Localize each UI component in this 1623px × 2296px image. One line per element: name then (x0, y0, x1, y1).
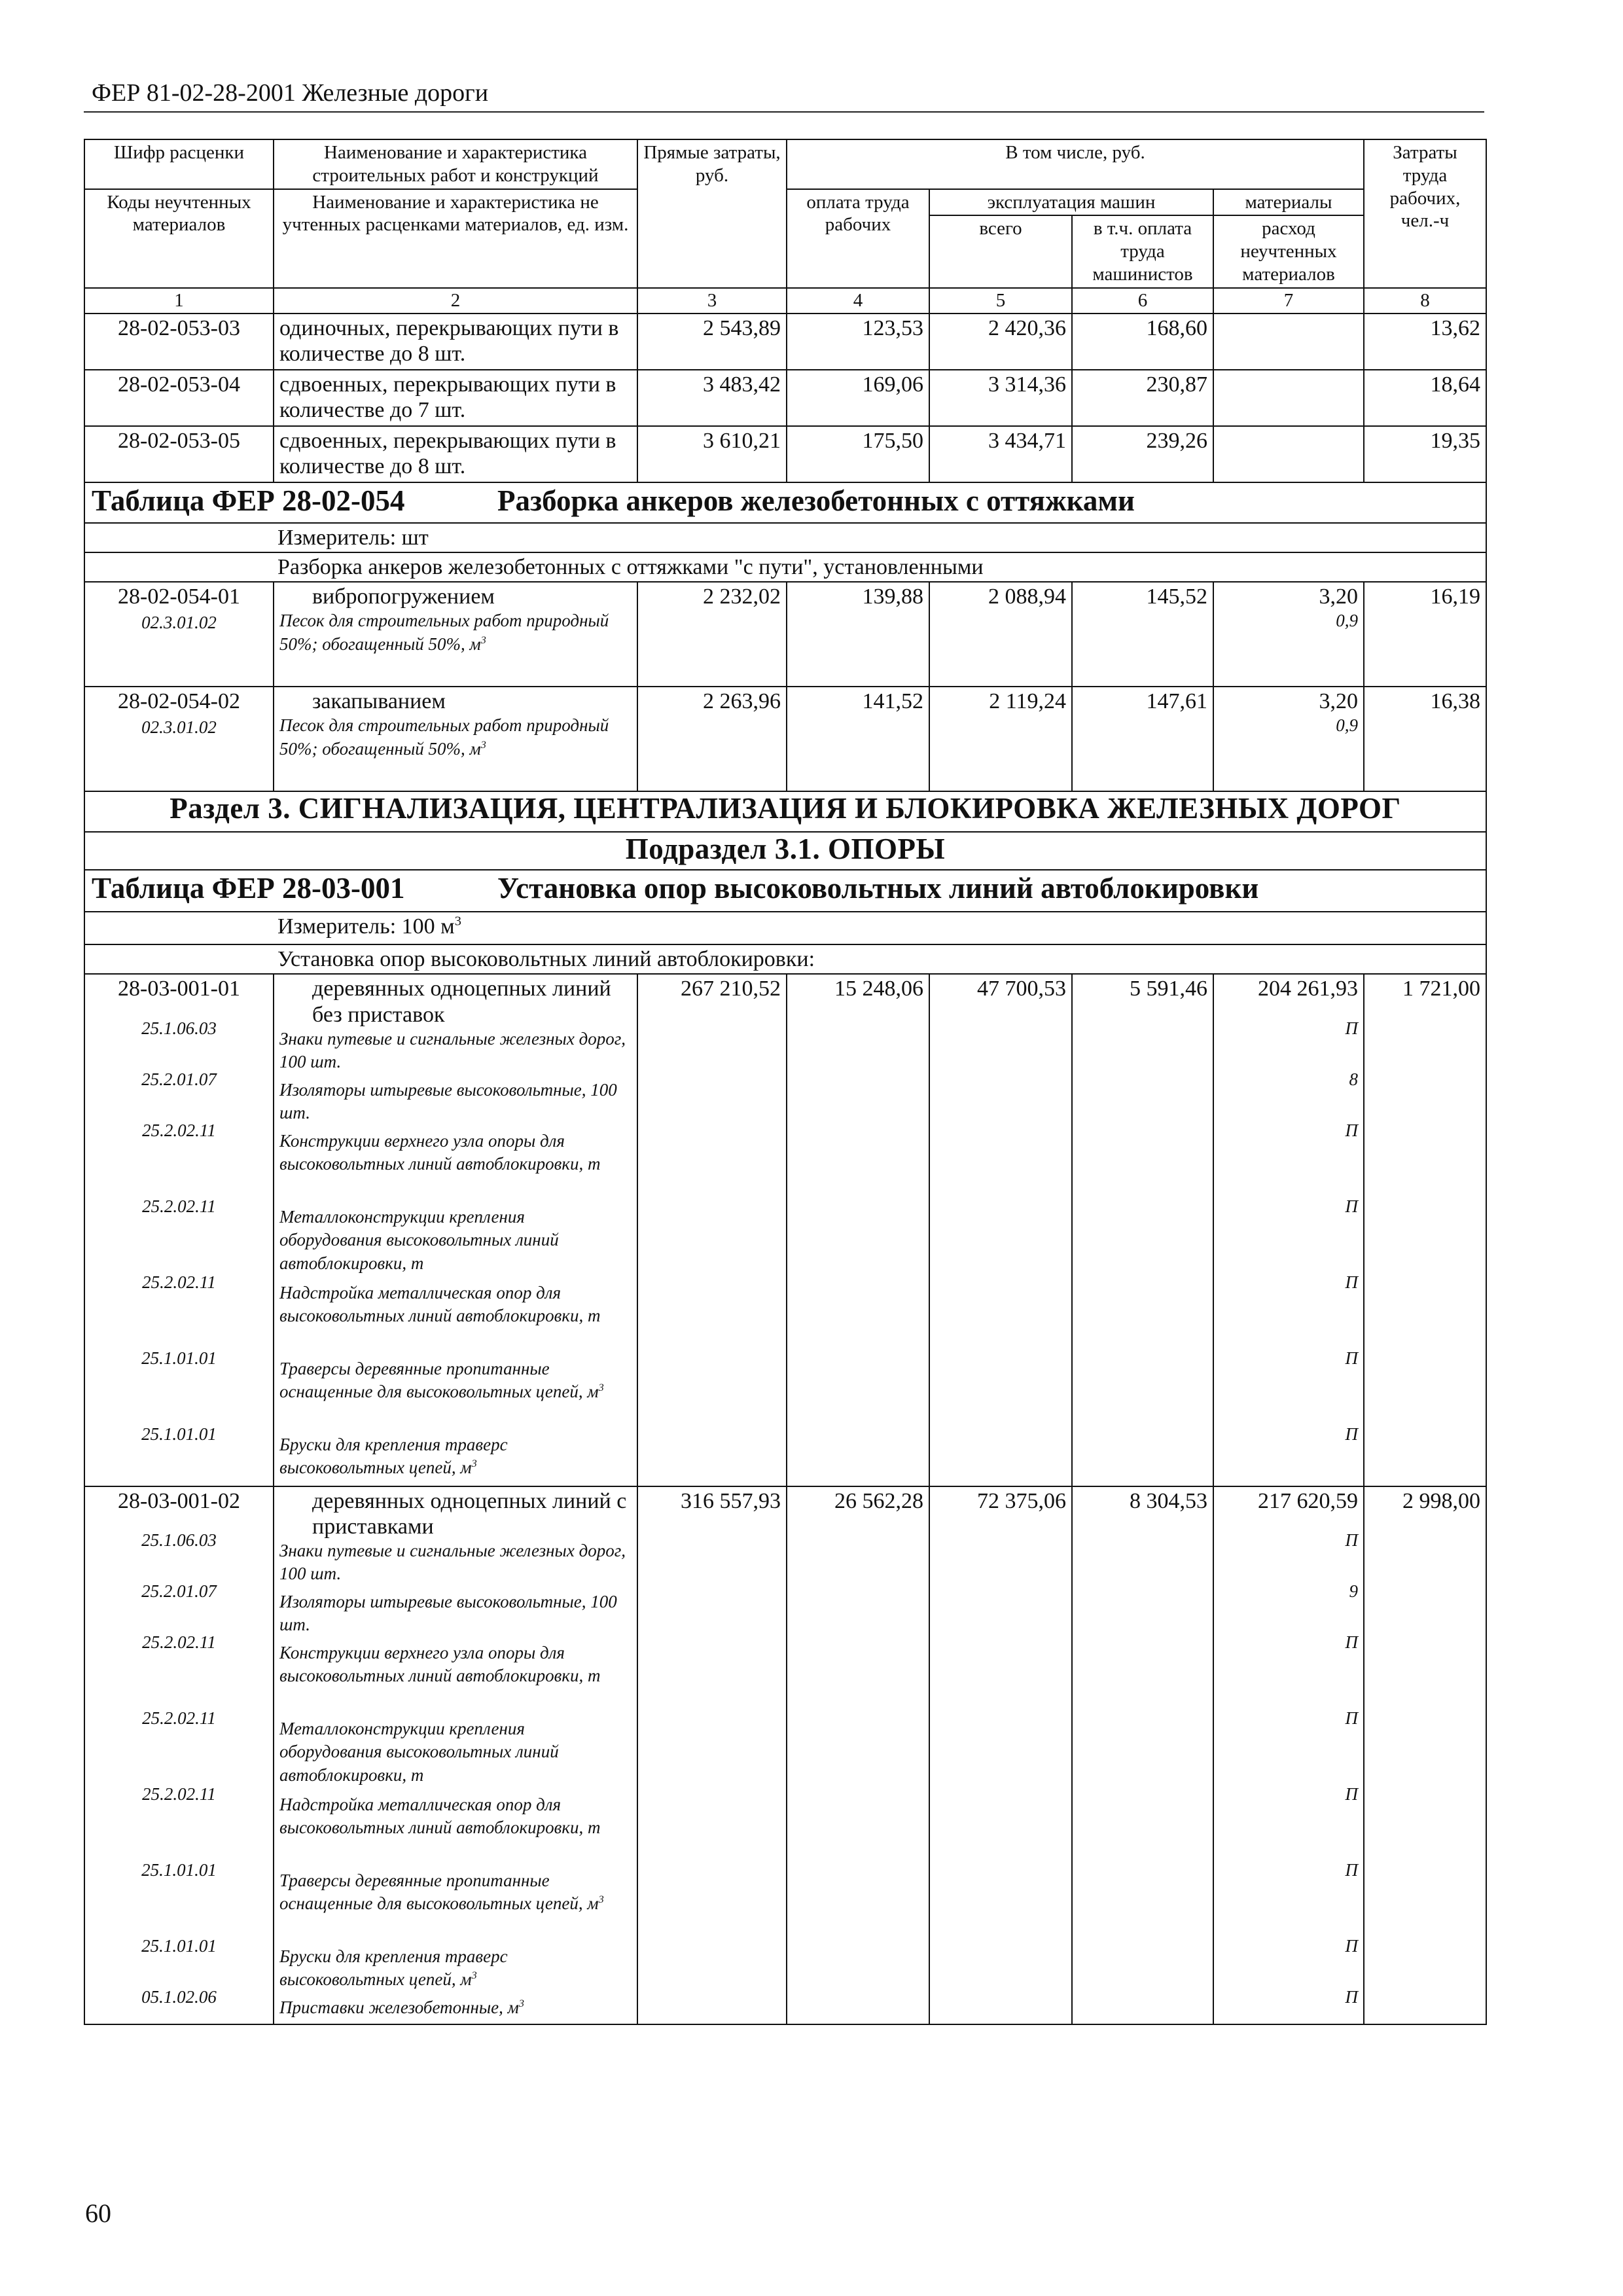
worker-hours: 1 721,00 (1364, 974, 1486, 1486)
direct-cost: 316 557,93 (637, 1486, 787, 2024)
rate-name-cell (274, 582, 637, 687)
material-cost (1213, 370, 1364, 426)
table-subtitle: Установка опор высоковольтных линий автоблокировки: (84, 944, 1486, 974)
material-code: 25.2.01.07 (141, 1581, 217, 1601)
material-name: Изоляторы штыревые высоковольтные, 100 шт. (279, 1591, 617, 1635)
labor-cost: 15 248,06 (787, 974, 929, 1486)
machines-header: эксплуатация машин (929, 189, 1213, 216)
material-qty: П (1345, 1018, 1358, 1038)
table-row (84, 370, 1486, 426)
table-row (84, 974, 1486, 1486)
material-name: Надстройка металлическая опор для высоковольтных линий автоблокировки, т (279, 1282, 601, 1326)
col-number: 1 (84, 288, 274, 314)
worker-hours: 16,38 (1364, 687, 1486, 791)
direct-cost: 267 210,52 (637, 974, 787, 1486)
machine-labor-cost: 5 591,46 (1072, 974, 1213, 1486)
material-name-list (279, 1028, 632, 1484)
labor-cost: 175,50 (787, 426, 929, 482)
direct-cost: 2 232,02 (637, 582, 787, 687)
material-code: 02.3.01.02 (141, 717, 217, 738)
material-cost: 3,20 (1319, 689, 1358, 714)
machine-cost: 2 420,36 (929, 314, 1072, 370)
material-code: 25.2.02.11 (142, 1784, 216, 1804)
material-qty: 0,9 (1336, 715, 1358, 736)
machine-cost: 47 700,53 (929, 974, 1072, 1486)
machine-cost: 2 119,24 (929, 687, 1072, 791)
material-names-header: Наименование и характеристика не учтенных расценками материалов, ед. изм. (274, 189, 637, 288)
col-number: 4 (787, 288, 929, 314)
material-qty: П (1345, 1120, 1358, 1140)
material-qty-list (1219, 1002, 1358, 1472)
material-qty-list (1219, 1514, 1358, 2010)
machine-labor-cost: 147,61 (1072, 687, 1213, 791)
worker-hours: 13,62 (1364, 314, 1486, 370)
table-row (84, 314, 1486, 370)
materials-sub-header: расход неучтенных материалов (1213, 215, 1364, 287)
rate-name: вибропогружением (312, 584, 495, 609)
worker-hours: 2 998,00 (1364, 1486, 1486, 2024)
col-number: 7 (1213, 288, 1364, 314)
rate-name: деревянных одноцепных линий без приставок (312, 977, 611, 1027)
direct-cost: 2 263,96 (637, 687, 787, 791)
table-title (84, 482, 1486, 523)
material-name: Бруски для крепления траверс высоковольтных цепей, $м^3$ (279, 1946, 508, 1990)
labor-cost: 169,06 (787, 370, 929, 426)
machine-labor-cost: 145,52 (1072, 582, 1213, 687)
direct-costs-header: Прямые затраты, руб. (637, 139, 787, 288)
material-name: Траверсы деревянные пропитанные оснащенные для высоковольтных цепей, $м^3$ (279, 1870, 604, 1914)
code-header: Шифр расценки (84, 139, 274, 189)
material-name-list (279, 1539, 632, 2022)
table-number: Таблица ФЕР 28-03-001 (92, 872, 405, 905)
rate-name: сдвоенных, перекрывающих пути в количестве до 7 шт. (274, 370, 637, 426)
material-qty: П (1345, 1632, 1358, 1652)
col-number: 5 (929, 288, 1072, 314)
table-number: Таблица ФЕР 28-02-054 (92, 484, 405, 518)
material-code: 25.1.01.01 (141, 1424, 217, 1444)
workers-hours-header: Затраты труда рабочих, чел.-ч (1364, 139, 1486, 288)
table-title (84, 870, 1486, 912)
measure-unit: Измеритель: 100 $м^3$ (84, 912, 1486, 944)
material-code: 25.2.02.11 (142, 1708, 216, 1728)
material-name: Знаки путевые и сигнальные железных дорог, 100 шт. (279, 1028, 626, 1072)
material-code: 25.2.01.07 (141, 1069, 217, 1089)
material-qty: П (1345, 1348, 1358, 1368)
table-row (84, 687, 1486, 791)
rate-code: 28-02-053-03 (84, 314, 274, 370)
material-code: 05.1.02.06 (141, 1986, 217, 2007)
labor-cost: 141,52 (787, 687, 929, 791)
material-name: Приставки железобетонные, $м^3$ (279, 1997, 524, 2017)
material-cost (1213, 314, 1364, 370)
material-qty: П (1345, 1784, 1358, 1804)
machine-labor-cost: 230,87 (1072, 370, 1213, 426)
material-qty: П (1345, 1196, 1358, 1216)
rate-code-cell (84, 687, 274, 791)
material-codes-header: Коды неучтенных материалов (84, 189, 274, 288)
worker-hours: 18,64 (1364, 370, 1486, 426)
material-name: Конструкции верхнего узла опоры для высоковольтных линий автоблокировки, т (279, 1130, 601, 1174)
table-name: Разборка анкеров железобетонных с оттяжками (497, 484, 1135, 518)
material-name: Песок для строительных работ природный 50%; обогащенный 50%, $м^3$ (279, 611, 609, 655)
material-cost-cell (1213, 974, 1364, 1486)
col-number: 3 (637, 288, 787, 314)
subsection-title: Подраздел 3.1. ОПОРЫ (84, 832, 1486, 870)
material-qty: П (1345, 1272, 1358, 1292)
material-name: Песок для строительных работ природный 50%; обогащенный 50%, $м^3$ (279, 715, 609, 759)
rates-table (84, 139, 1487, 2025)
material-cost-cell (1213, 687, 1364, 791)
materials-header: материалы (1213, 189, 1364, 216)
material-code: 25.1.01.01 (141, 1348, 217, 1368)
machine-cost: 3 314,36 (929, 370, 1072, 426)
name-header: Наименование и характеристика строительных работ и конструкций (274, 139, 637, 189)
direct-cost: 2 543,89 (637, 314, 787, 370)
rate-name-cell (274, 1486, 637, 2024)
rate-code: 28-02-053-05 (84, 426, 274, 482)
rate-name: деревянных одноцепных линий с приставками (312, 1488, 627, 1539)
material-name: Металлоконструкции крепления оборудования высоковольтных линий автоблокировки, т (279, 1718, 559, 1785)
material-code: 25.2.02.11 (142, 1120, 216, 1140)
material-code-list (90, 1002, 268, 1472)
machine-cost: 72 375,06 (929, 1486, 1072, 2024)
material-qty: П (1345, 1935, 1358, 1956)
labor-header: оплата труда рабочих (787, 189, 929, 288)
material-name: Бруски для крепления траверс высоковольтных цепей, $м^3$ (279, 1434, 508, 1478)
rate-code-cell (84, 974, 274, 1486)
material-cost: 3,20 (1319, 584, 1358, 609)
machine-labor-cost: 168,60 (1072, 314, 1213, 370)
material-code: 25.2.02.11 (142, 1196, 216, 1216)
worker-hours: 19,35 (1364, 426, 1486, 482)
material-code: 25.1.06.03 (141, 1530, 217, 1550)
material-cost-cell (1213, 1486, 1364, 2024)
rate-code: 28-03-001-01 (118, 977, 240, 1001)
machine-cost: 3 434,71 (929, 426, 1072, 482)
measure-unit: Измеритель: шт (84, 523, 1486, 552)
material-cost: 217 620,59 (1258, 1488, 1358, 1513)
labor-cost: 139,88 (787, 582, 929, 687)
rate-code: 28-02-054-01 (118, 584, 240, 609)
material-code: 25.1.01.01 (141, 1859, 217, 1880)
material-name: Конструкции верхнего узла опоры для высоковольтных линий автоблокировки, т (279, 1642, 601, 1686)
rate-name: закапыванием (312, 689, 446, 714)
material-name: Траверсы деревянные пропитанные оснащенные для высоковольтных цепей, $м^3$ (279, 1358, 604, 1402)
rate-name: сдвоенных, перекрывающих пути в количестве до 8 шт. (274, 426, 637, 482)
col-number: 2 (274, 288, 637, 314)
rate-name-cell (274, 687, 637, 791)
material-name: Изоляторы штыревые высоковольтные, 100 шт. (279, 1079, 617, 1123)
material-code: 25.1.01.01 (141, 1935, 217, 1956)
running-header: ФЕР 81-02-28-2001 Железные дороги (92, 79, 489, 107)
including-header: В том числе, руб. (787, 139, 1364, 189)
material-qty: 9 (1349, 1581, 1358, 1601)
material-qty: П (1345, 1859, 1358, 1880)
machine-cost: 2 088,94 (929, 582, 1072, 687)
machines-labor-header: в т.ч. оплата труда машинистов (1072, 215, 1213, 287)
material-qty: П (1345, 1708, 1358, 1728)
material-cost: 204 261,93 (1258, 977, 1358, 1001)
material-cost (1213, 426, 1364, 482)
header-rule (84, 111, 1484, 113)
material-name: Металлоконструкции крепления оборудования высоковольтных линий автоблокировки, т (279, 1206, 559, 1273)
material-qty: П (1345, 1424, 1358, 1444)
material-qty: 8 (1349, 1069, 1358, 1089)
rate-code-cell (84, 1486, 274, 2024)
material-code: 25.2.02.11 (142, 1272, 216, 1292)
labor-cost: 26 562,28 (787, 1486, 929, 2024)
machine-labor-cost: 239,26 (1072, 426, 1213, 482)
material-code: 25.1.06.03 (141, 1018, 217, 1038)
direct-cost: 3 610,21 (637, 426, 787, 482)
rate-code: 28-02-054-02 (118, 689, 240, 714)
rate-name-cell (274, 974, 637, 1486)
machines-total-header: всего (929, 215, 1072, 287)
table-row (84, 1486, 1486, 2024)
rate-name: одиночных, перекрывающих пути в количестве до 8 шт. (274, 314, 637, 370)
table-name: Установка опор высоковольтных линий автоблокировки (497, 872, 1259, 905)
rate-code-cell (84, 582, 274, 687)
table-row (84, 426, 1486, 482)
worker-hours: 16,19 (1364, 582, 1486, 687)
material-code: 02.3.01.02 (141, 613, 217, 633)
section-title: Раздел 3. СИГНАЛИЗАЦИЯ, ЦЕНТРАЛИЗАЦИЯ И БЛОКИРОВКА ЖЕЛЕЗНЫХ ДОРОГ (84, 791, 1486, 832)
rate-code: 28-02-053-04 (84, 370, 274, 426)
material-name: Знаки путевые и сигнальные железных дорог, 100 шт. (279, 1540, 626, 1584)
material-cost-cell (1213, 582, 1364, 687)
table-row (84, 582, 1486, 687)
material-name: Надстройка металлическая опор для высоковольтных линий автоблокировки, т (279, 1794, 601, 1838)
material-qty: П (1345, 1986, 1358, 2007)
page-number: 60 (85, 2198, 111, 2228)
machine-labor-cost: 8 304,53 (1072, 1486, 1213, 2024)
material-code: 25.2.02.11 (142, 1632, 216, 1652)
col-number: 6 (1072, 288, 1213, 314)
material-qty: 0,9 (1336, 611, 1358, 631)
col-number: 8 (1364, 288, 1486, 314)
material-code-list (90, 1514, 268, 2010)
rate-code: 28-03-001-02 (118, 1488, 240, 1513)
material-qty: П (1345, 1530, 1358, 1550)
table-subtitle: Разборка анкеров железобетонных с оттяжками "с пути", установленными (84, 552, 1486, 582)
labor-cost: 123,53 (787, 314, 929, 370)
direct-cost: 3 483,42 (637, 370, 787, 426)
